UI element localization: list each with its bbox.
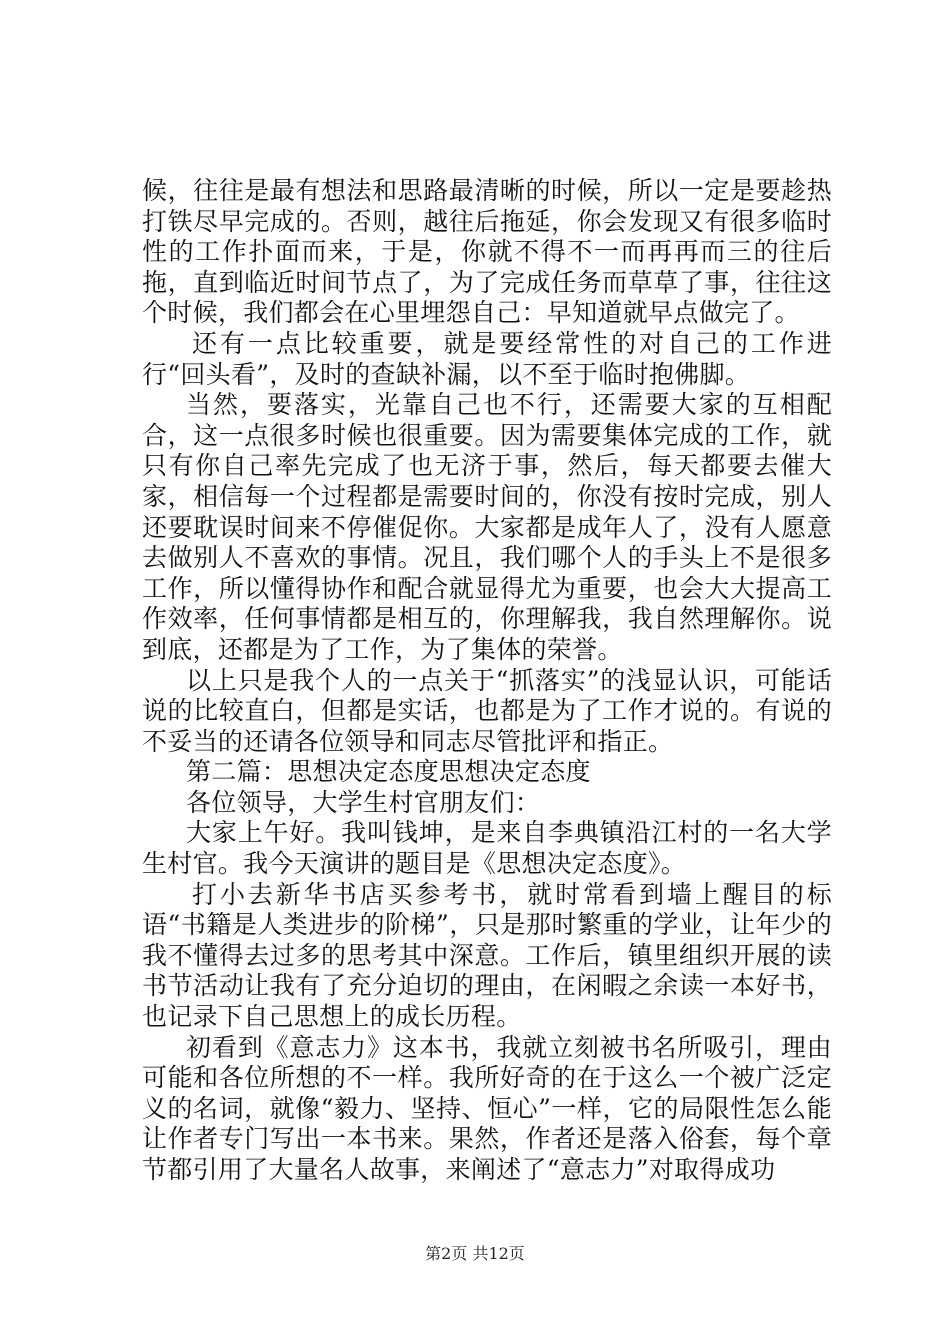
paragraph-continuation: 候，往往是最有想法和思路最清晰的时候，所以一定是要趁热打铁尽早完成的。否则，越往后拖延，你会发现又有很多临时性的工作扑面而来，于是，你就不得不一而再再而三的往后拖，直到临近时间节点了，为了完成任务而草草了事，往往这个时候，我们都会在心里埋怨自己：早知道就早点做完了。 bbox=[142, 176, 832, 328]
document-body bbox=[142, 176, 832, 1186]
paragraph-bookstore: 打小去新华书店买参考书，就时常看到墙上醒目的标语“书籍是人类进步的阶梯”，只是那时繁重的学业，让年少的我不懂得去过多的思考其中深意。工作后，镇里组织开展的读书节活动让我有了充分迫切的理由，在闲暇之余读一本好书，也记录下自己思想上的成长历程。 bbox=[142, 879, 832, 1032]
section-heading: 第二篇：思想决定态度思想决定态度 bbox=[186, 757, 591, 787]
salutation: 各位领导，大学生村官朋友们： bbox=[186, 787, 541, 817]
paragraph-conclusion: 以上只是我个人的一点关于“抓落实”的浅显认识，可能话说的比较直白，但都是实话，也都是为了工作才说的。有说的不妥当的还请各位领导和同志尽管批评和指正。 bbox=[142, 665, 832, 756]
paragraph-willpower: 初看到《意志力》这本书，我就立刻被书名所吸引，理由可能和各位所想的不一样。我所好奇的在于这么一个被广泛定义的名词，就像“毅力、坚持、恒心”一样，它的局限性怎么能让作者专门写出一本书来。果然，作者还是落入俗套，每个章节都引用了大量名人故事，来阐述了“意志力”对取得成功 bbox=[142, 1032, 832, 1184]
paragraph-cooperation: 当然，要落实，光靠自己也不行，还需要大家的互相配合，这一点很多时候也很重要。因为需要集体完成的工作，就只有你自己率先完成了也无济于事，然后，每天都要去催大家，相信每一个过程都是需要时间的，你没有按时完成，别人还要耽误时间来不停催促你。大家都是成年人了，没有人愿意去做别人不喜欢的事情。况且，我们哪个人的手头上不是很多工作，所以懂得协作和配合就显得尤为重要，也会大大提高工作效率，任何事情都是相互的，你理解我，我自然理解你。说到底，还都是为了工作，为了集体的荣誉。 bbox=[142, 390, 832, 664]
paragraph-review: 还有一点比较重要，就是要经常性的对自己的工作进行“回头看”，及时的查缺补漏，以不至于临时抱佛脚。 bbox=[142, 328, 832, 389]
page-number-footer: 第2页 共12页 bbox=[425, 1244, 525, 1263]
paragraph-greeting: 大家上午好。我叫钱坤，是来自李典镇沿江村的一名大学生村官。我今天演讲的题目是《思想决定态度》。 bbox=[142, 818, 832, 879]
